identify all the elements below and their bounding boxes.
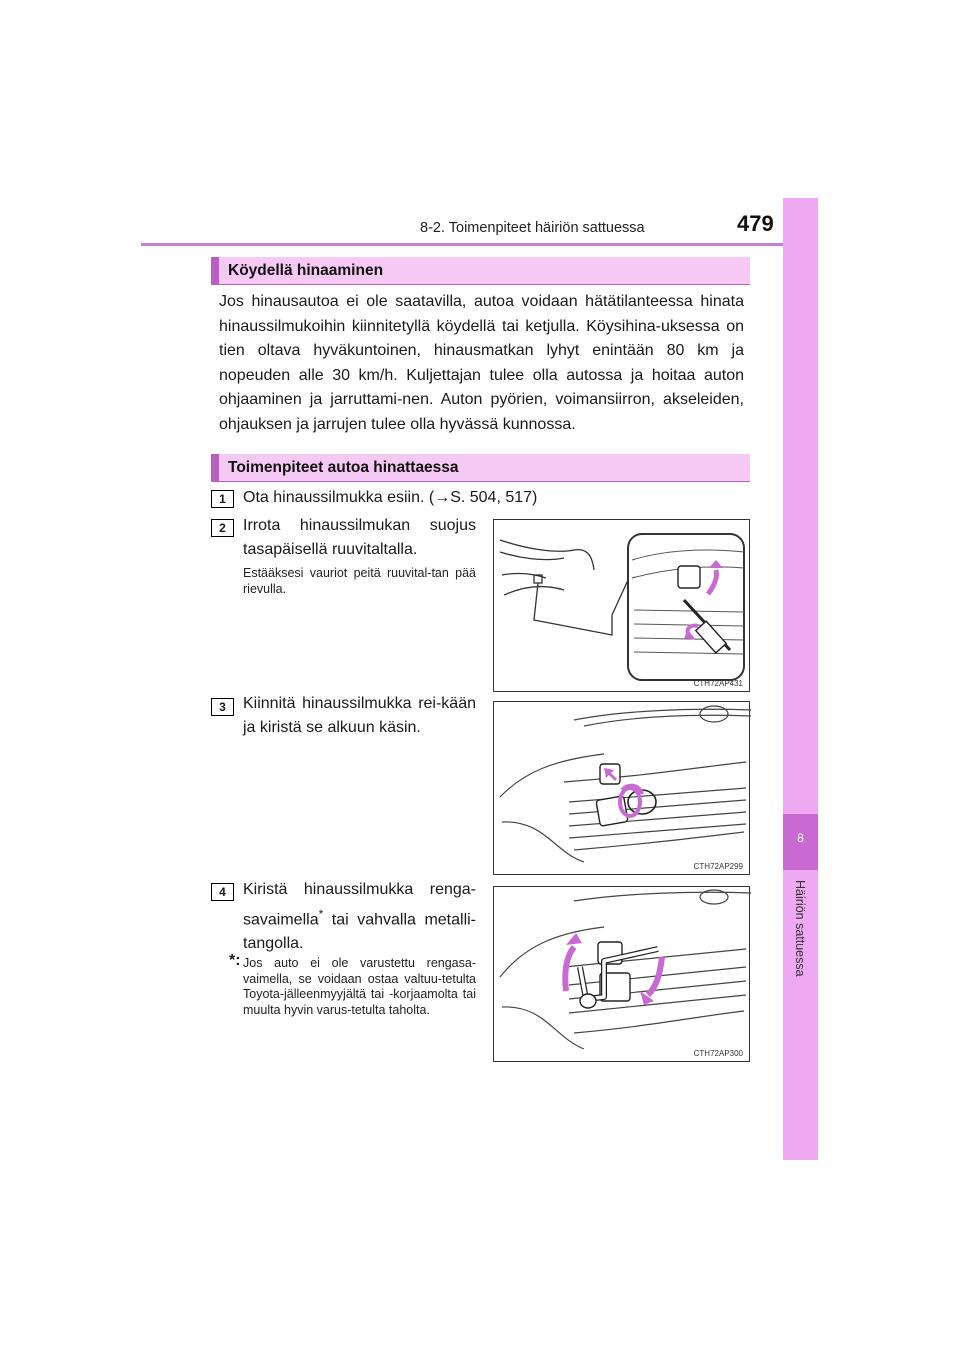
eyelet-tighten-illustration (494, 887, 751, 1063)
step-number-1: 1 (211, 490, 234, 508)
step-text-3: Kiinnitä hinaussilmukka rei-kään ja kiristä se alkuun käsin. (243, 695, 476, 736)
step-text-4 (243, 878, 476, 956)
cover-removal-illustration (494, 520, 751, 693)
step-number-2: 2 (211, 519, 234, 537)
chapter-label-tab (783, 880, 818, 1000)
chapter-number: 8 (797, 831, 804, 845)
eyelet-attach-illustration (494, 702, 751, 876)
footnote-star: *: (229, 952, 241, 969)
section-heading-rope-towing (211, 257, 750, 285)
section-title: Toimenpiteet autoa hinattaessa (228, 459, 459, 476)
figure-remove-cover (493, 519, 750, 692)
figure-code: CTH72AP300 (693, 1049, 743, 1058)
step-text-4-part2: tai vahvalla metalli-tangolla. (243, 911, 476, 953)
step-number-3: 3 (211, 698, 234, 716)
page-number: 479 (737, 211, 774, 236)
chapter-title: 8-2. Toimenpiteet häiriön sattuessa (420, 220, 645, 236)
chapter-number-tab (783, 814, 818, 870)
chapter-side-tab (783, 198, 818, 1160)
header-rule (141, 243, 818, 246)
step-text-4-part1: Kiristä hinaussilmukka renga-savaimella (243, 881, 476, 929)
intro-paragraph: Jos hinausautoa ei ole saatavilla, autoa voidaan hätätilanteessa hinata hinaussilmukoihin kiinnitetyllä köydellä tai ketjulla. Köysihina-uksessa on tien oltava hyväkuntoinen, hinausmatkan lyhyt enintään 80 km ja nopeuden alle 30 km/h. Kuljettajan tulee olla autossa ja hoitaa auton ohjaaminen ja jarruttami-nen. Auton pyörien, voimansiirron, akseleiden, ohjauksen ja jarrujen tulee olla hyvässä kunnossa. (219, 293, 744, 433)
step-number-4: 4 (211, 883, 234, 901)
step-text-2: Irrota hinaussilmukan suojus tasapäisellä ruuvitaltalla. (243, 517, 476, 558)
footnote-text: Jos auto ei ole varustettu rengasa-vaimella, se voidaan ostaa valtuu-tetulta Toyota-jälleenmyyjältä tai -korjaamolta tai muulta hyvin varus-tetulta taholta. (243, 956, 476, 1017)
section-heading-towing-steps (211, 454, 750, 482)
chapter-label: Häiriön sattuessa (793, 880, 807, 977)
figure-attach-eyelet (493, 701, 750, 875)
step-text-1: Ota hinaussilmukka esiin. (→S. 504, 517) (243, 489, 538, 506)
figure-tighten-eyelet (493, 886, 750, 1062)
figure-code: CTH72AP299 (693, 862, 743, 871)
footnote-marker: * (318, 907, 324, 921)
section-title: Köydellä hinaaminen (228, 262, 384, 279)
figure-code: CTH72AP431 (693, 679, 743, 688)
step-note-2: Estääksesi vauriot peitä ruuvital-tan pää rievulla. (243, 566, 476, 596)
